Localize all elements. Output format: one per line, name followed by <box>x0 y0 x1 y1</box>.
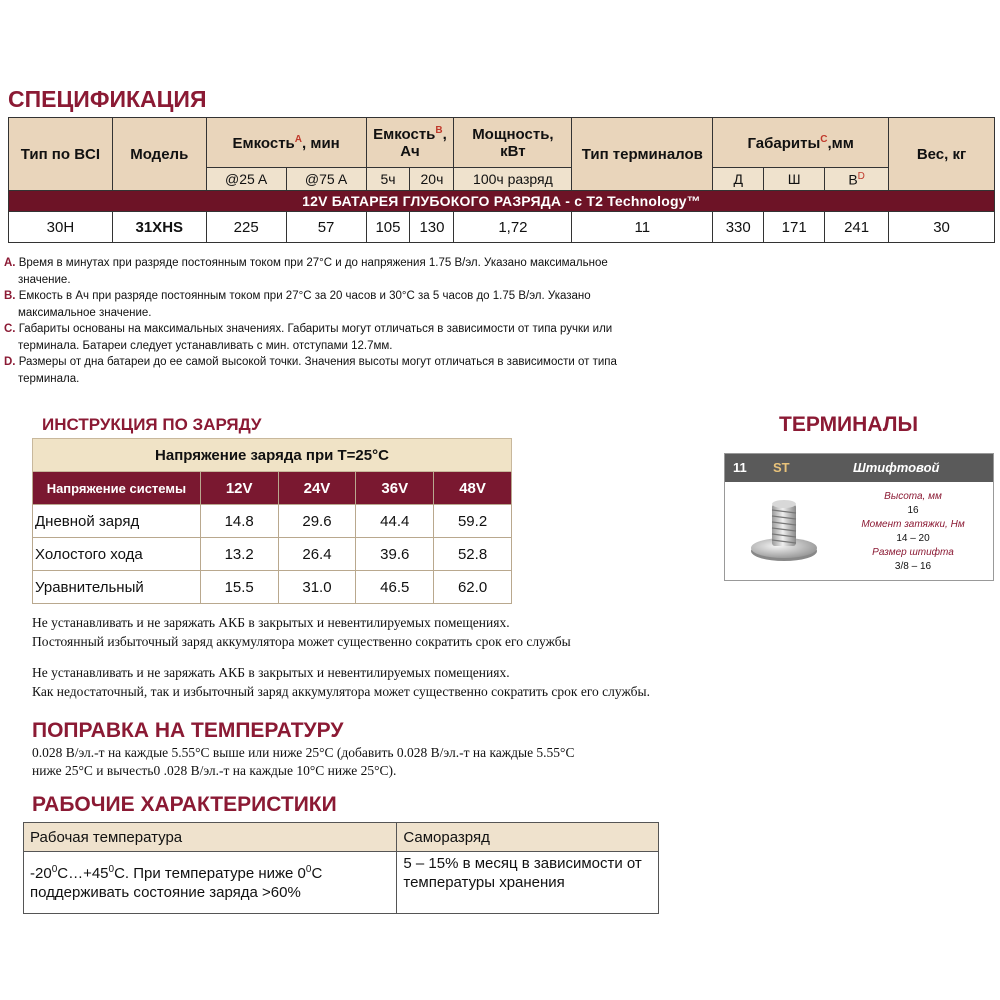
terminal-name: Штифтовой <box>853 460 940 475</box>
cell-bci: 30H <box>9 212 113 243</box>
sub-d: Д <box>713 168 764 191</box>
header-capacity-ah: Емкость$^B$, Ач <box>366 118 454 168</box>
charge-title: ИНСТРУКЦИЯ ПО ЗАРЯДУ <box>42 415 262 434</box>
sub-h: $В^D$ <box>825 168 889 191</box>
footnote-c: C. Габариты основаны на максимальных значениях. Габариты могут отличаться в зависимости от типа ручки или терминала. Батареи следует устанавливать с мин. отступами 12.7мм. <box>4 323 613 352</box>
spec-title: СПЕЦИФИКАЦИЯ <box>8 86 207 112</box>
charge-row-label: Холостого хода <box>33 538 201 571</box>
header-power: Мощность, кВт <box>454 118 572 168</box>
sub-h20: 20ч <box>410 168 454 191</box>
cell-h: 241 <box>825 212 889 243</box>
operating-temp-header: Рабочая температура <box>24 823 397 852</box>
charge-cell: 39.6 <box>356 538 434 571</box>
charge-col-48v: 48V <box>434 472 512 505</box>
cell-at25: 225 <box>206 212 286 243</box>
cell-h20: 130 <box>410 212 454 243</box>
operating-title: РАБОЧИЕ ХАРАКТЕРИСТИКИ <box>32 793 337 816</box>
cell-w: 171 <box>764 212 825 243</box>
charge-cell: 52.8 <box>434 538 512 571</box>
sub-h5: 5ч <box>366 168 410 191</box>
header-weight: Вес, кг <box>889 118 995 191</box>
cell-h5: 105 <box>366 212 410 243</box>
charge-cell: 15.5 <box>200 571 278 604</box>
charge-cell: 44.4 <box>356 505 434 538</box>
terminal-torque-value: 14 – 20 <box>896 533 930 544</box>
charge-cell: 46.5 <box>356 571 434 604</box>
warning-text: Постоянный избыточный заряд аккумулятора может существенно сократить срок его службы <box>32 634 571 649</box>
charge-row-label: Уравнительный <box>33 571 201 604</box>
charge-cell: 26.4 <box>278 538 356 571</box>
operating-temp-value: $-20^0С\dots+45^0С$. При температуре ниже $0^0С$ поддерживать состояние заряда >60% <box>24 852 397 914</box>
temp-title: ПОПРАВКА НА ТЕМПЕРАТУРУ <box>32 719 344 742</box>
cell-power: 1,72 <box>454 212 572 243</box>
spec-table <box>8 117 995 243</box>
terminal-stud-image <box>739 494 829 564</box>
temp-line-2: ниже 25°С и вычесть0 .028 В/эл.-т на каждые 10°С ниже 25°С). <box>32 763 397 778</box>
charge-row <box>33 538 512 571</box>
terminal-torque-label: Момент затяжки, Нм <box>861 519 965 530</box>
warning-block-2 <box>32 663 650 701</box>
sub-at75: @75 A <box>286 168 366 191</box>
charge-cell: 29.6 <box>278 505 356 538</box>
charge-col-24v: 24V <box>278 472 356 505</box>
footnotes <box>4 255 654 387</box>
terminal-pin-label: Размер штифта <box>872 547 954 558</box>
terminal-type: ST <box>773 460 790 475</box>
sub-at25: @25 A <box>206 168 286 191</box>
charge-row-label: Дневной заряд <box>33 505 201 538</box>
sub-discharge: 100ч разряд <box>454 168 572 191</box>
charge-row <box>33 505 512 538</box>
charge-col-12v: 12V <box>200 472 278 505</box>
charge-row <box>33 571 512 604</box>
warning-block-1 <box>32 613 571 651</box>
cell-d: 330 <box>713 212 764 243</box>
header-capacity-min: Емкость$^A$, мин <box>206 118 366 168</box>
charge-cell: 13.2 <box>200 538 278 571</box>
cell-weight: 30 <box>889 212 995 243</box>
footnote-d: D. Размеры от дна батареи до ее самой высокой точки. Значения высоты могут отличаться в зависимости от типа терминала. <box>4 356 617 385</box>
terminal-code: 11 <box>733 460 747 475</box>
terminal-height-label: Высота, мм <box>884 491 942 502</box>
warning-text: Как недостаточный, так и избыточный заряд аккумулятора может существенно сократить срок его службы. <box>32 684 650 699</box>
cell-model: 31XHS <box>112 212 206 243</box>
spec-banner: 12V БАТАРЕЯ ГЛУБОКОГО РАЗРЯДА - с T2 Technology™ <box>9 191 995 212</box>
temp-text <box>32 744 574 780</box>
charge-cell: 62.0 <box>434 571 512 604</box>
warning-text: Не устанавливать и не заряжать АКБ в закрытых и невентилируемых помещениях. <box>32 615 510 630</box>
charge-cell: 31.0 <box>278 571 356 604</box>
terminals-title: ТЕРМИНАЛЫ <box>779 413 919 436</box>
operating-selfdischarge-value: 5 – 15% в месяц в зависимости от температуры хранения <box>397 852 659 914</box>
header-bci: Тип по BCI <box>9 118 113 191</box>
footnote-b: B. Емкость в Ач при разряде постоянным током при 27°С за 20 часов и 30°С за 5 часов до 1.75 В/эл. Указано максимальное значение. <box>4 290 591 319</box>
charge-caption: Напряжение заряда при T=25°C <box>33 439 512 472</box>
sub-w: Ш <box>764 168 825 191</box>
cell-at75: 57 <box>286 212 366 243</box>
charge-col-36v: 36V <box>356 472 434 505</box>
charge-table <box>32 438 512 604</box>
charge-cell: 14.8 <box>200 505 278 538</box>
temp-line-1: 0.028 В/эл.-т на каждые 5.55°С выше или ниже 25°С (добавить 0.028 В/эл.-т на каждые 5.55°С <box>32 745 575 760</box>
header-dims: Габариты$^C$,мм <box>713 118 889 168</box>
header-terminal: Тип терминалов <box>572 118 713 191</box>
terminal-specs <box>833 490 993 574</box>
header-model: Модель <box>112 118 206 191</box>
charge-col-system: Напряжение системы <box>33 472 201 505</box>
footnote-a: A. Время в минутах при разряде постоянным током при 27°С и до напряжения 1.75 В/эл. Указано максимальное значение. <box>4 257 608 286</box>
cell-terminal: 11 <box>572 212 713 243</box>
operating-table <box>23 822 659 914</box>
terminal-height-value: 16 <box>907 505 919 516</box>
terminal-card <box>724 453 994 581</box>
operating-selfdischarge-header: Саморазряд <box>397 823 659 852</box>
terminal-pin-value: 3/8 – 16 <box>894 561 932 572</box>
warning-text: Не устанавливать и не заряжать АКБ в закрытых и невентилируемых помещениях. <box>32 665 510 680</box>
charge-cell: 59.2 <box>434 505 512 538</box>
terminal-card-header <box>725 454 993 482</box>
